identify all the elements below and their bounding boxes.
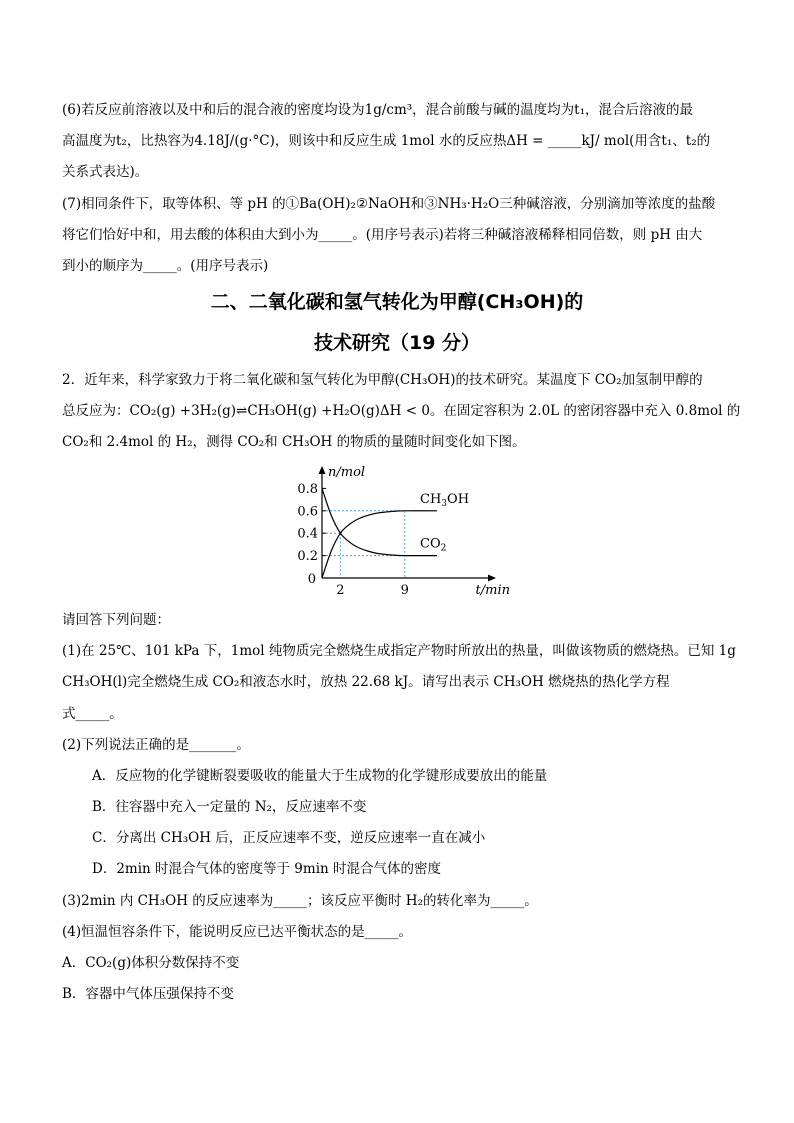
q2-sub4: (4)恒温恒容条件下，能说明反应已达平衡状态的是_____。: [62, 924, 412, 940]
q2-prompt: 请回答下列问题：: [62, 612, 170, 628]
y-tick-label-1: 0.6: [297, 504, 318, 520]
x-tick-label-0: 2: [336, 583, 345, 598]
q1-part6-line2: 高温度为t₂，比热容为4.18J/(g·°C)，则该中和反应生成 1mol 水的反应热ΔH = _____kJ/ mol(用含t₁、t₂的: [62, 133, 711, 149]
q2-sub4-option-b: B．容器中气体压强保持不变: [62, 986, 234, 1002]
q2-sub2-option-d: D．2min 时混合气体的密度等于 9min 时混合气体的密度: [92, 861, 442, 877]
q2-sub1-line2: CH₃OH(l)完全燃烧生成 CO₂和液态水时，放热 22.68 kJ。请写出表示 CH₃OH 燃烧热的热化学方程: [62, 674, 670, 690]
q2-intro-line1: 2．近年来，科学家致力于将二氧化碳和氢气转化为甲醇(CH₃OH)的技术研究。某温度下 CO₂加氢制甲醇的: [62, 372, 703, 388]
q2-sub3: (3)2min 内 CH₃OH 的反应速率为_____；该反应平衡时 H₂的转化率为_____。: [62, 893, 538, 909]
q1-part6-line3: 关系式表达)。: [62, 164, 149, 180]
q1-part7-line2: 将它们恰好中和，用去酸的体积由大到小为_____。(用序号表示)若将三种碱溶液稀释相同倍数，则 pH 由大: [62, 227, 703, 243]
x-axis-label: t/min: [475, 583, 510, 598]
q2-intro-line2: 总反应为：CO₂(g) +3H₂(g)⇌CH₃OH(g) +H₂O(g)ΔH < 0。在固定容积为 2.0L 的密闭容器中充入 0.8mol 的: [62, 403, 741, 419]
q2-sub2: (2)下列说法正确的是_______。: [62, 737, 250, 753]
y-tick-label-0: 0.8: [297, 481, 318, 497]
y-axis-label: n/mol: [328, 465, 366, 480]
q2-sub4-option-a: A．CO₂(g)体积分数保持不变: [62, 955, 240, 971]
q2-sub2-option-c: C．分离出 CH₃OH 后，正反应速率不变，逆反应速率一直在减小: [92, 830, 486, 846]
section-title-line2: 技术研究（19 分）: [313, 332, 481, 354]
q1-part6-line1: (6)若反应前溶液以及中和后的混合液的密度均设为1g/cm³，混合前酸与碱的温度均为t₁，混合后溶液的最: [62, 102, 694, 118]
q2-sub2-option-a: A．反应物的化学键断裂要吸收的能量大于生成物的化学键形成要放出的能量: [92, 768, 548, 784]
x-tick-label-1: 9: [400, 583, 409, 598]
x-axis-arrow: [488, 575, 496, 582]
y-axis-arrow: [319, 466, 326, 474]
q2-sub1-line1: (1)在 25℃、101 kPa 下，1mol 纯物质完全燃烧生成指定产物时所放出的热量，叫做该物质的燃烧热。已知 1g: [62, 643, 736, 659]
y-tick-label-3: 0.2: [297, 549, 318, 565]
y-tick-label-2: 0.4: [297, 526, 318, 542]
chart-svg: [292, 462, 512, 604]
q1-part7-line3: 到小的顺序为_____。(用序号表示): [62, 258, 269, 274]
section-title-line1: 二、二氧化碳和氢气转化为甲醇(CH₃OH)的: [210, 291, 584, 313]
q2-intro-line3: CO₂和 2.4mol 的 H₂，测得 CO₂和 CH₃OH 的物质的量随时间变化如下图。: [62, 434, 526, 450]
series-label-ch3oh: $CH_3OH$: [420, 491, 470, 509]
q2-sub2-option-b: B．往容器中充入一定量的 N₂，反应速率不变: [92, 799, 367, 815]
q2-sub1-line3: 式_____。: [62, 706, 123, 722]
q1-part7-line1: (7)相同条件下，取等体积、等 pH 的①Ba(OH)₂②NaOH和③NH₃·H₂O三种碱溶液，分别滴加等浓度的盐酸: [62, 196, 716, 212]
series-label-co2: $CO_2$: [420, 536, 447, 554]
origin-label: 0: [307, 572, 316, 587]
mole-vs-time-chart: [292, 462, 512, 608]
